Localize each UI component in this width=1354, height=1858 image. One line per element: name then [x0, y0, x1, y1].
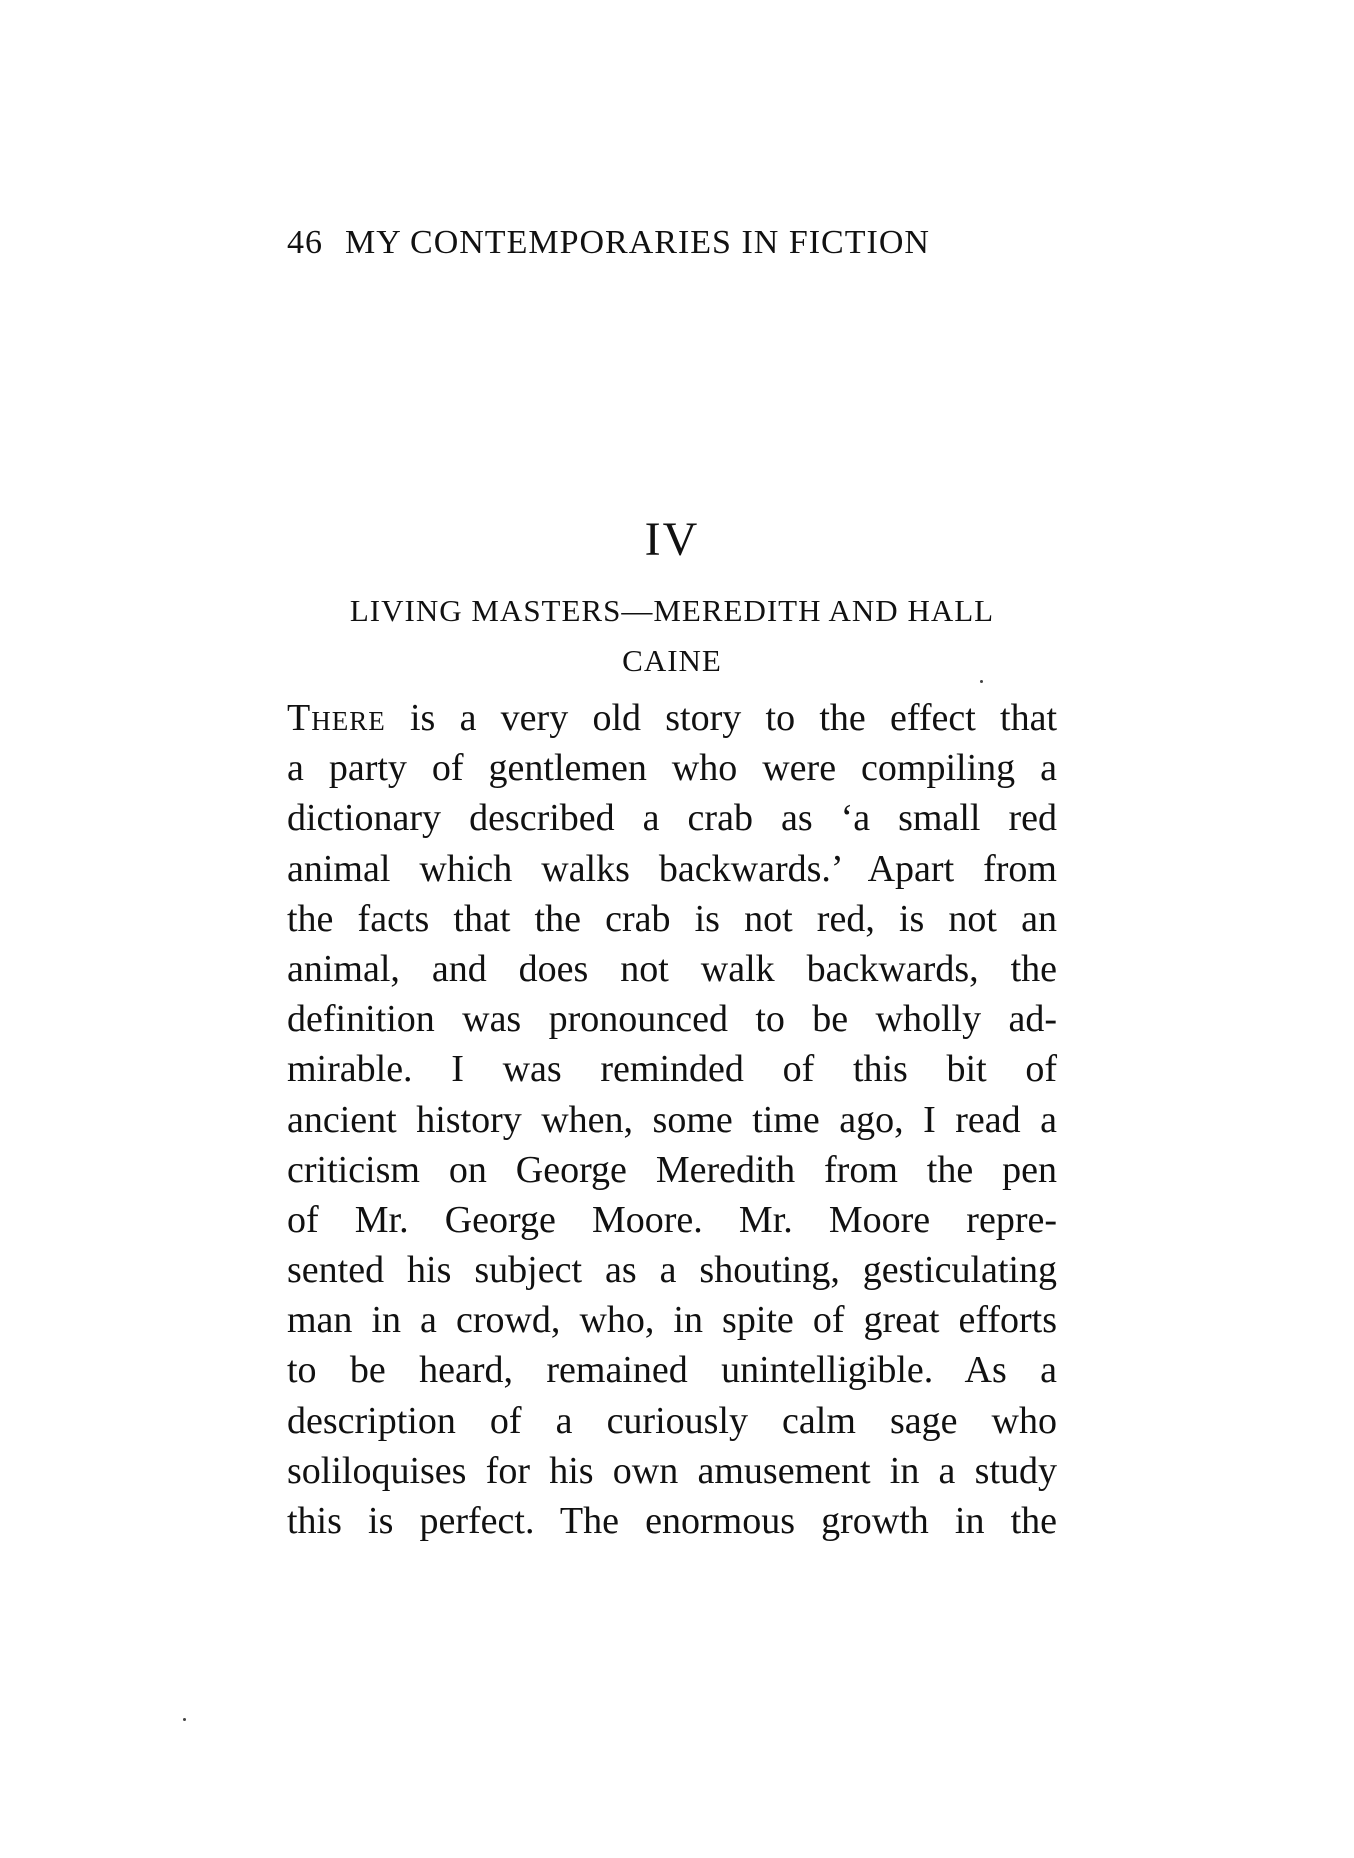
running-head [287, 224, 1057, 262]
text-line: criticism on George Meredith from the pen [287, 1148, 1057, 1191]
text-line-rest: is a very old story to the effect that [385, 697, 1057, 739]
text-line: ancient history when, some time ago, I read a [287, 1098, 1057, 1141]
text-line: description of a curiously calm sage who [287, 1399, 1057, 1442]
text-line: sented his subject as a shouting, gesticulating [287, 1249, 1057, 1292]
text-line: a party of gentlemen who were compiling a [287, 747, 1057, 790]
text-line: of Mr. George Moore. Mr. Moore repre- [287, 1198, 1057, 1241]
scan-speck [980, 680, 983, 683]
chapter-number: IV [644, 513, 700, 566]
opening-word: There [287, 697, 386, 739]
running-head-title: MY CONTEMPORARIES IN FICTION [345, 224, 930, 261]
text-line: animal, and does not walk backwards, the [287, 947, 1057, 990]
scan-speck [183, 1718, 186, 1721]
chapter-title [287, 586, 1057, 686]
text-line: dictionary described a crab as ‘a small red [287, 797, 1057, 840]
chapter-title-line: LIVING MASTERS—MEREDITH AND HALL [349, 593, 995, 628]
text-line: definition was pronounced to be wholly ad- [287, 998, 1057, 1041]
text-line: the facts that the crab is not red, is not an [287, 897, 1057, 940]
text-line: this is perfect. The enormous growth in the [287, 1500, 1057, 1542]
text-line: animal which walks backwards.’ Apart from [287, 847, 1057, 890]
text-line: mirable. I was reminded of this bit of [287, 1048, 1057, 1091]
text-line: to be heard, remained unintelligible. As a [287, 1349, 1057, 1392]
text-line: man in a crowd, who, in spite of great efforts [287, 1299, 1057, 1342]
body-text [287, 693, 1057, 1546]
text-line: soliloquises for his own amusement in a study [287, 1449, 1057, 1492]
page-number: 46 [287, 224, 323, 261]
chapter-title-line: CAINE [622, 643, 722, 678]
text-line [287, 693, 1057, 743]
